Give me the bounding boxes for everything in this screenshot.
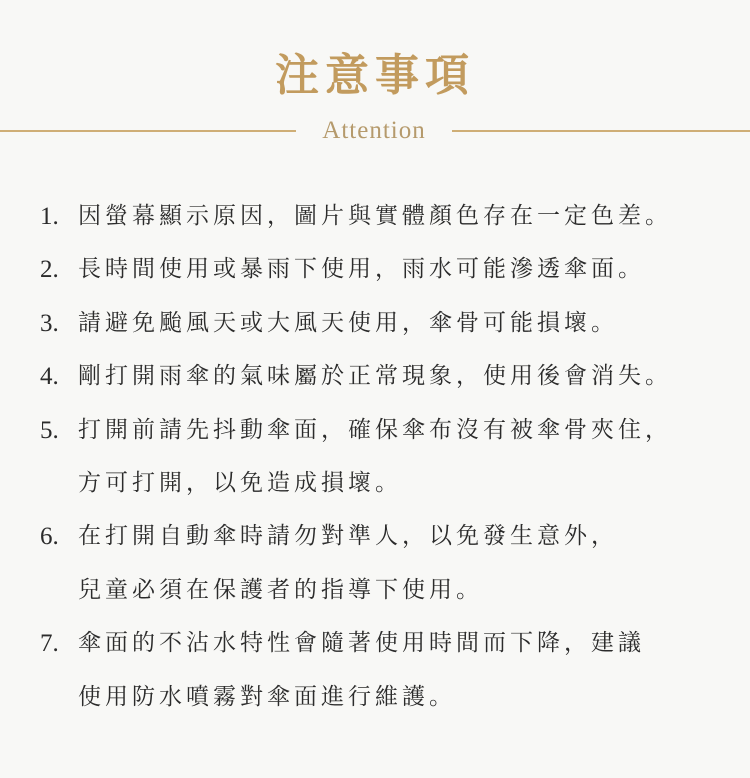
right-divider [452,130,750,132]
note-text: 剛打開雨傘的氣味屬於正常現象，使用後會消失。 [78,363,672,390]
note-text: 在打開自動傘時請勿對準人，以免發生意外， [78,523,618,550]
note-number: 4. [40,363,59,391]
note-number: 6. [40,523,59,551]
note-item-1 [40,190,730,243]
left-divider [0,130,296,132]
note-text-continued: 方可打開，以免造成損壞。 [78,470,402,497]
note-text: 傘面的不沾水特性會隨著使用時間而下降，建議 [78,630,645,657]
note-item-5 [40,404,730,511]
note-number: 1. [40,203,59,230]
subtitle-row [0,116,750,146]
page-title: 注意事項 [275,50,475,101]
note-item-6 [40,510,730,617]
note-number: 7. [40,630,59,658]
notes-list [40,190,730,724]
note-text-continued: 兒童必須在保護者的指導下使用。 [78,576,483,603]
page-subtitle: Attention [322,117,426,144]
note-item-4 [40,350,730,403]
note-number: 2. [40,256,59,284]
note-text-continued: 使用防水噴霧對傘面進行維護。 [78,683,456,710]
note-text: 打開前請先抖動傘面，確保傘布沒有被傘骨夾住， [78,416,672,443]
note-text: 長時間使用或暴雨下使用，雨水可能滲透傘面。 [78,256,645,283]
note-item-7 [40,617,730,724]
note-item-3 [40,297,730,350]
note-item-2 [40,243,730,296]
note-number: 5. [40,416,59,444]
note-text: 請避免颱風天或大風天使用，傘骨可能損壞。 [78,309,618,336]
note-number: 3. [40,309,59,337]
note-text: 因螢幕顯示原因，圖片與實體顏色存在一定色差。 [78,203,672,229]
